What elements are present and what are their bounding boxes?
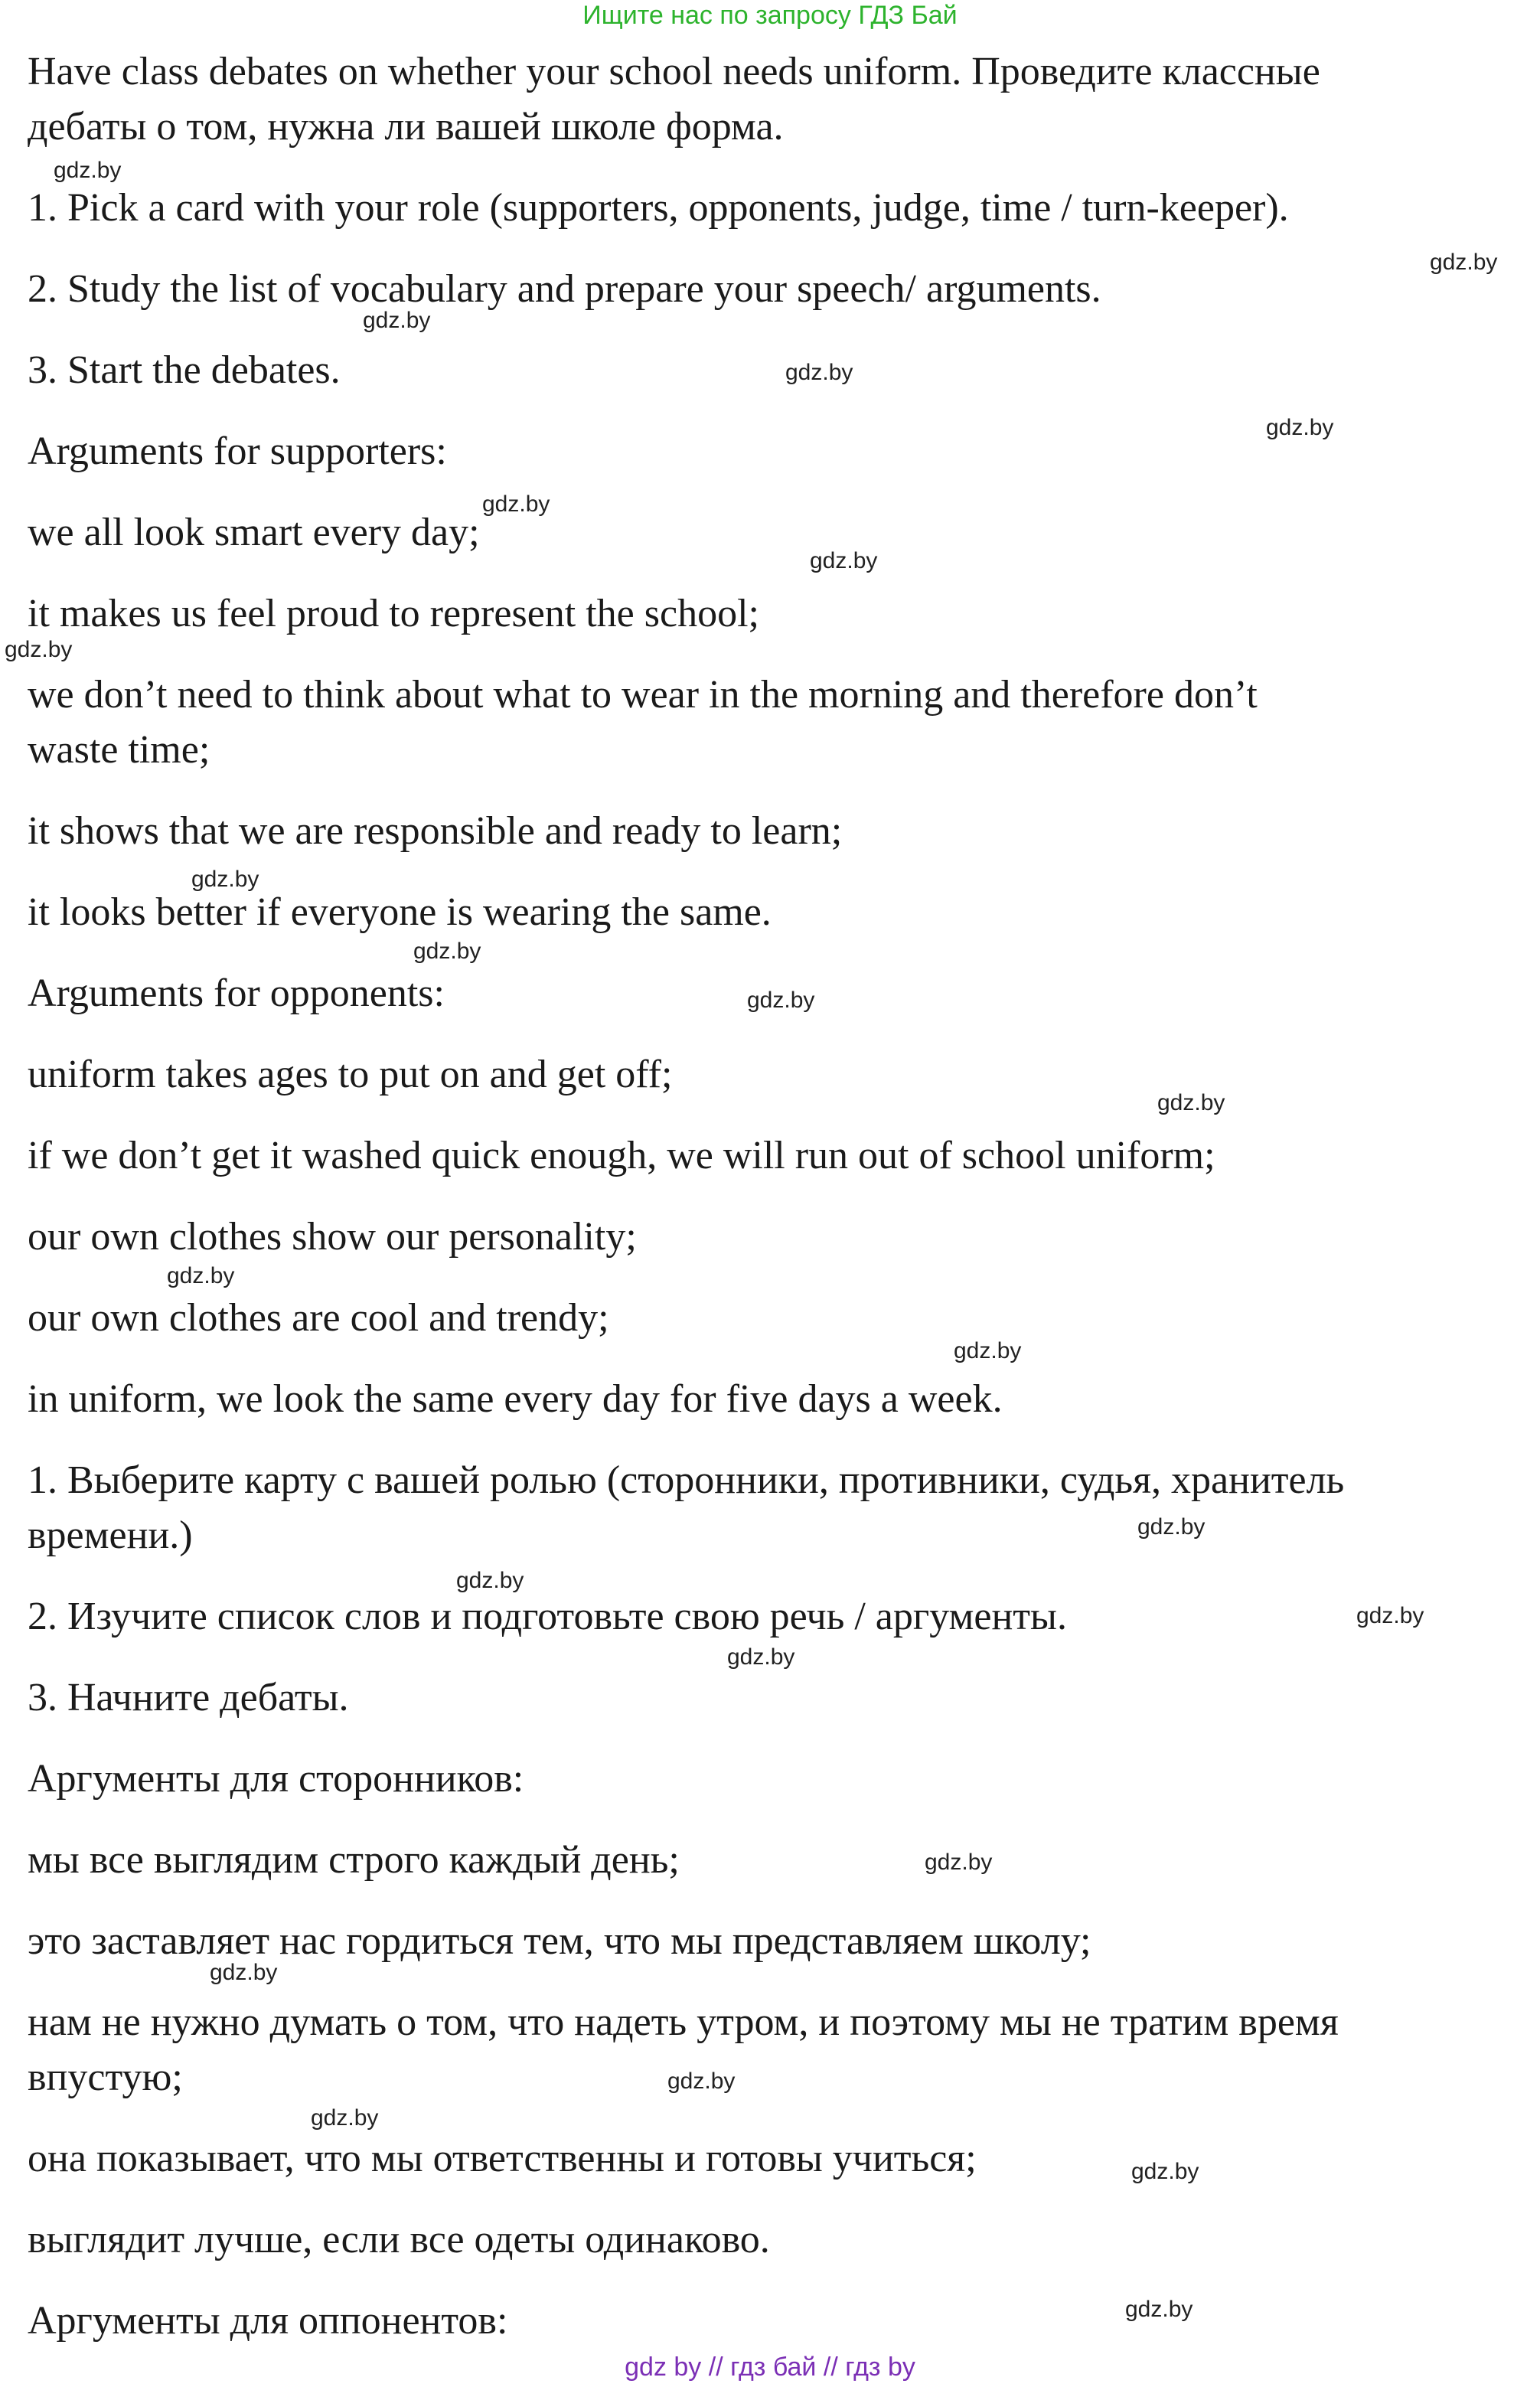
text-line: 2. Study the list of vocabulary and prepare your speech/ arguments. bbox=[28, 267, 1101, 311]
text-line: 3. Start the debates. bbox=[28, 348, 341, 392]
watermark: gdz.by bbox=[1131, 2159, 1199, 2184]
text-line: дебаты о том, нужна ли вашей школе форма. bbox=[28, 105, 784, 149]
watermark: gdz.by bbox=[167, 1263, 235, 1288]
promo-header bbox=[0, 0, 1540, 31]
watermark: gdz.by bbox=[810, 548, 878, 573]
watermark: gdz.by bbox=[785, 360, 853, 385]
text-line: in uniform, we look the same every day for five days a week. bbox=[28, 1377, 1003, 1421]
text-line: it makes us feel proud to represent the school; bbox=[28, 592, 759, 635]
watermark: gdz.by bbox=[1157, 1090, 1225, 1115]
text-line: 1. Выберите карту с вашей ролью (сторонники, противники, судья, хранитель bbox=[28, 1458, 1345, 1502]
text-line: 3. Начните дебаты. bbox=[28, 1676, 349, 1719]
watermark: gdz.by bbox=[925, 1850, 993, 1875]
text-line: Аргументы для сторонников: bbox=[28, 1757, 524, 1801]
text-line: времени.) bbox=[28, 1514, 193, 1557]
watermark: gdz.by bbox=[413, 939, 481, 964]
text-line: our own clothes show our personality; bbox=[28, 1215, 637, 1259]
text-line: выглядит лучше, если все одеты одинаково. bbox=[28, 2218, 770, 2261]
text-line: мы все выглядим строго каждый день; bbox=[28, 1838, 680, 1882]
text-line: if we don’t get it washed quick enough, we will run out of school uniform; bbox=[28, 1134, 1215, 1177]
watermark: gdz.by bbox=[210, 1960, 278, 1985]
text-line: it shows that we are responsible and ready to learn; bbox=[28, 809, 843, 853]
watermark: gdz.by bbox=[1137, 1514, 1206, 1540]
text-line: она показывает, что мы ответственны и готовы учиться; bbox=[28, 2137, 977, 2180]
watermark: gdz.by bbox=[311, 2105, 379, 2131]
text-line: Аргументы для оппонентов: bbox=[28, 2299, 508, 2343]
watermark: gdz.by bbox=[191, 867, 259, 892]
watermark: gdz.by bbox=[727, 1644, 795, 1670]
watermark: gdz.by bbox=[456, 1568, 524, 1593]
text-line: Arguments for supporters: bbox=[28, 429, 447, 473]
watermark: gdz.by bbox=[954, 1338, 1022, 1363]
text-line: it looks better if everyone is wearing the same. bbox=[28, 890, 772, 934]
watermark: gdz.by bbox=[363, 308, 431, 333]
promo-header-text: Ищите нас по запросу ГДЗ Бай bbox=[582, 1, 958, 30]
text-line: нам не нужно думать о том, что надеть утром, и поэтому мы не тратим время bbox=[28, 2000, 1339, 2044]
footer-links: gdz by // гдз бай // гдз by bbox=[625, 2353, 915, 2382]
text-line: 2. Изучите список слов и подготовьте свою речь / аргументы. bbox=[28, 1595, 1067, 1638]
watermark: gdz.by bbox=[1266, 415, 1334, 440]
watermark: gdz.by bbox=[1430, 250, 1498, 275]
watermark: gdz.by bbox=[5, 637, 73, 662]
text-line: Arguments for opponents: bbox=[28, 971, 445, 1015]
text-line: we all look smart every day; bbox=[28, 511, 480, 554]
watermark: gdz.by bbox=[1125, 2297, 1193, 2322]
watermark: gdz.by bbox=[667, 2069, 736, 2094]
watermark: gdz.by bbox=[54, 158, 122, 183]
text-line: our own clothes are cool and trendy; bbox=[28, 1296, 609, 1340]
text-line: Have class debates on whether your school needs uniform. Проведите классные bbox=[28, 50, 1320, 93]
text-line: waste time; bbox=[28, 728, 210, 772]
watermark: gdz.by bbox=[482, 491, 550, 517]
text-line: uniform takes ages to put on and get off; bbox=[28, 1053, 673, 1096]
watermark: gdz.by bbox=[747, 988, 815, 1013]
text-line: это заставляет нас гордиться тем, что мы представляем школу; bbox=[28, 1919, 1091, 1963]
watermark: gdz.by bbox=[1356, 1603, 1424, 1628]
text-line: 1. Pick a card with your role (supporters, opponents, judge, time / turn-keeper). bbox=[28, 186, 1289, 230]
text-line: впустую; bbox=[28, 2056, 183, 2099]
text-line: we don’t need to think about what to wear in the morning and therefore don’t bbox=[28, 673, 1258, 717]
